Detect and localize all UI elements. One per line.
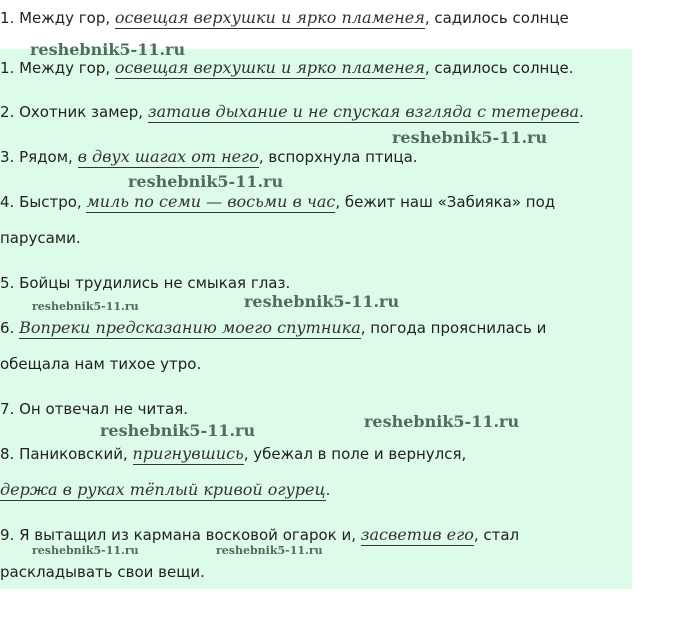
- sentence-2-line-1: [0, 100, 584, 124]
- line-text: 9. Я вытащил из кармана восковой огарок и,: [0, 526, 361, 544]
- line-text: , вспорхнула птица.: [258, 148, 418, 166]
- line-text: , стал: [473, 526, 520, 544]
- line-text: , убежал в поле и вернулся,: [243, 445, 467, 463]
- watermark: reshebnik5-11.ru: [100, 421, 256, 440]
- watermark: reshebnik5-11.ru: [32, 300, 139, 313]
- sentence-8-line-1: [0, 442, 466, 466]
- sentence-4-line-1: [0, 190, 555, 214]
- line-text: 4. Быстро,: [0, 193, 87, 211]
- line-text: 6.: [0, 319, 20, 337]
- underlined-phrase: освещая верхушки и ярко пламенея: [114, 58, 425, 77]
- sentence-4-line-2: [0, 226, 81, 250]
- watermark: reshebnik5-11.ru: [244, 292, 400, 311]
- line-text: .: [578, 103, 584, 121]
- line-text: 2. Охотник замер,: [0, 103, 148, 121]
- line-text: , погода прояснилась и: [360, 319, 547, 337]
- underlined-phrase: пригнувшись: [132, 444, 244, 463]
- sentence-1-line-1: [0, 56, 574, 80]
- watermark: reshebnik5-11.ru: [216, 544, 323, 557]
- line-text: раскладывать свои вещи.: [0, 563, 205, 581]
- underlined-phrase: держа в руках тёплый кривой огурец: [0, 480, 326, 499]
- watermark: reshebnik5-11.ru: [128, 172, 284, 191]
- line-text: 5. Бойцы трудились не смыкая глаз.: [0, 274, 291, 292]
- underlined-phrase: затаив дыхание и не спуская взгляда с тетерева: [147, 102, 579, 121]
- sentence-3-line-1: [0, 145, 418, 169]
- underlined-phrase: засветив его: [360, 525, 474, 544]
- line-text: 8. Паниковский,: [0, 445, 133, 463]
- line-text: парусами.: [0, 229, 81, 247]
- watermark: reshebnik5-11.ru: [364, 412, 520, 431]
- sentence-9-line-2: [0, 560, 205, 584]
- line-text: .: [325, 481, 331, 499]
- sentence-8-line-2: [0, 478, 330, 502]
- line-text: обещала нам тихое утро.: [0, 355, 202, 373]
- line-text: , садилось солнце.: [424, 59, 574, 77]
- line-text: , бежит наш «Забияка» под: [335, 193, 556, 211]
- watermark: reshebnik5-11.ru: [32, 544, 139, 557]
- sentence-6-line-2: [0, 352, 201, 376]
- line-text: , садилось солнце: [424, 9, 569, 27]
- underlined-phrase: миль по семи — восьми в час: [86, 192, 336, 211]
- sentence-7-line-1: [0, 397, 188, 421]
- line-text: 7. Он отвечал не читая.: [0, 400, 188, 418]
- sentence-6-line-1: [0, 316, 546, 340]
- underlined-phrase: в двух шагах от него: [77, 147, 259, 166]
- line-text: 1. Между гор,: [0, 59, 115, 77]
- underlined-phrase: освещая верхушки и ярко пламенея: [114, 8, 425, 27]
- watermark: reshebnik5-11.ru: [30, 40, 186, 59]
- cut-off-top-line: [0, 6, 569, 30]
- watermark: reshebnik5-11.ru: [392, 128, 548, 147]
- line-text: 1. Между гор,: [0, 9, 115, 27]
- line-text: 3. Рядом,: [0, 148, 78, 166]
- underlined-phrase: Вопреки предсказанию моего спутника: [19, 318, 361, 337]
